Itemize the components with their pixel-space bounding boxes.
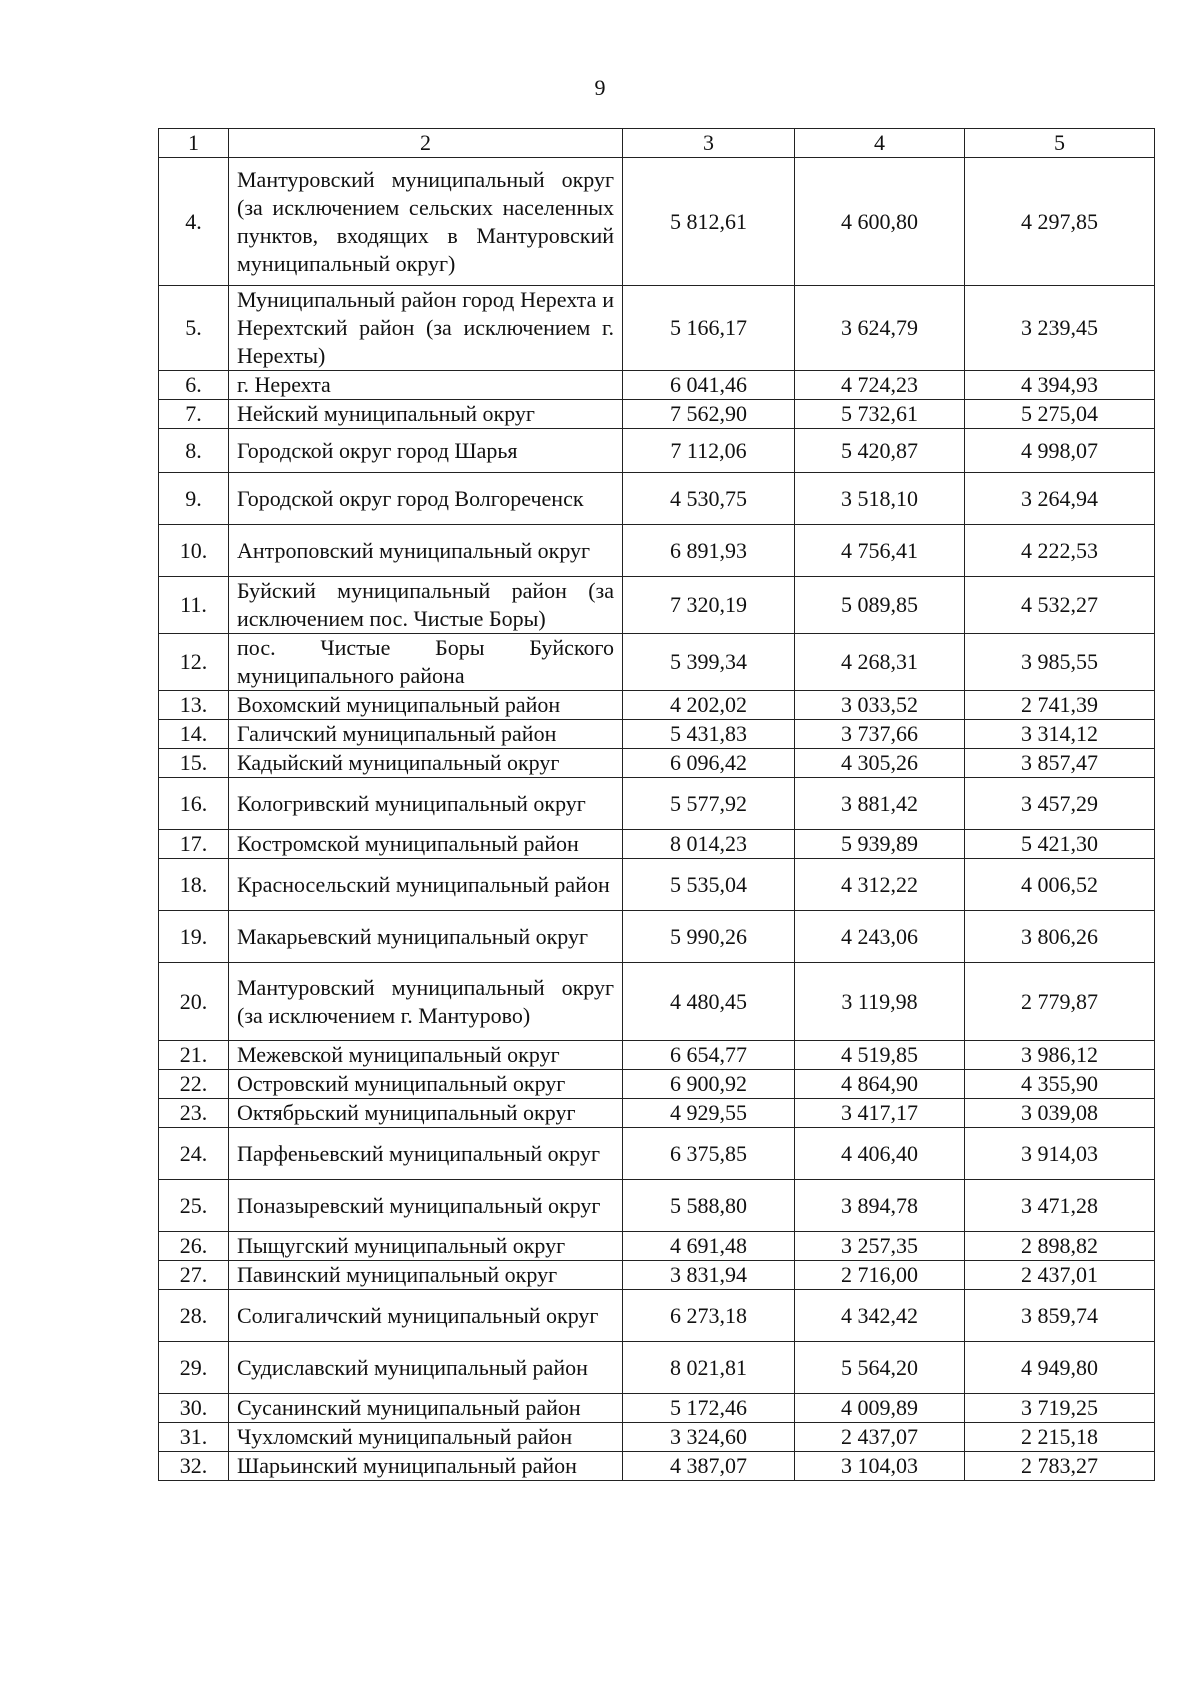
table-row (159, 778, 1155, 830)
row-value-col3: 6 273,18 (623, 1290, 795, 1342)
row-value-col4: 3 737,66 (795, 720, 965, 749)
row-value-col5: 3 471,28 (965, 1180, 1155, 1232)
table-row (159, 1180, 1155, 1232)
row-value-col5: 3 914,03 (965, 1128, 1155, 1180)
table-row (159, 691, 1155, 720)
row-value-col4: 3 417,17 (795, 1099, 965, 1128)
row-value-col5: 5 421,30 (965, 830, 1155, 859)
row-number: 17. (159, 830, 229, 859)
row-value-col3: 5 166,17 (623, 286, 795, 371)
row-value-col3: 5 812,61 (623, 158, 795, 286)
row-name: Макарьевский муниципальный округ (229, 911, 623, 963)
row-name: пос. Чистые Боры Буйского муниципального района (229, 634, 623, 691)
row-number: 16. (159, 778, 229, 830)
row-value-col3: 7 562,90 (623, 400, 795, 429)
row-name: Мантуровский муниципальный округ (за исключением г. Мантурово) (229, 963, 623, 1041)
row-number: 22. (159, 1070, 229, 1099)
row-value-col3: 3 324,60 (623, 1423, 795, 1452)
row-number: 25. (159, 1180, 229, 1232)
row-value-col3: 6 900,92 (623, 1070, 795, 1099)
row-value-col4: 2 437,07 (795, 1423, 965, 1452)
row-value-col3: 4 202,02 (623, 691, 795, 720)
row-name: Кологривский муниципальный округ (229, 778, 623, 830)
table-row (159, 830, 1155, 859)
row-number: 8. (159, 429, 229, 473)
row-name: Межевской муниципальный округ (229, 1041, 623, 1070)
row-value-col5: 4 532,27 (965, 577, 1155, 634)
row-value-col5: 3 806,26 (965, 911, 1155, 963)
row-name: Сусанинский муниципальный район (229, 1394, 623, 1423)
table-row (159, 1041, 1155, 1070)
row-value-col4: 5 564,20 (795, 1342, 965, 1394)
row-name: Красносельский муниципальный район (229, 859, 623, 911)
row-value-col3: 4 387,07 (623, 1452, 795, 1481)
data-table (158, 128, 1155, 1481)
row-name: Судиславский муниципальный район (229, 1342, 623, 1394)
row-value-col3: 6 375,85 (623, 1128, 795, 1180)
row-value-col5: 3 986,12 (965, 1041, 1155, 1070)
row-name: Мантуровский муниципальный округ (за исключением сельских населенных пунктов, входящих в Мантуровский муниципальный округ) (229, 158, 623, 286)
row-value-col5: 2 741,39 (965, 691, 1155, 720)
table-body (159, 158, 1155, 1481)
row-number: 32. (159, 1452, 229, 1481)
row-value-col4: 4 756,41 (795, 525, 965, 577)
row-value-col4: 3 518,10 (795, 473, 965, 525)
row-value-col4: 4 243,06 (795, 911, 965, 963)
row-value-col3: 6 096,42 (623, 749, 795, 778)
row-number: 29. (159, 1342, 229, 1394)
row-name: Поназыревский муниципальный округ (229, 1180, 623, 1232)
row-value-col5: 2 779,87 (965, 963, 1155, 1041)
row-value-col5: 4 222,53 (965, 525, 1155, 577)
row-number: 9. (159, 473, 229, 525)
row-value-col5: 3 985,55 (965, 634, 1155, 691)
row-value-col4: 3 104,03 (795, 1452, 965, 1481)
row-value-col3: 5 588,80 (623, 1180, 795, 1232)
header-cell-1: 1 (159, 129, 229, 158)
table-row (159, 1232, 1155, 1261)
row-value-col3: 6 041,46 (623, 371, 795, 400)
row-value-col5: 3 239,45 (965, 286, 1155, 371)
row-value-col4: 3 119,98 (795, 963, 965, 1041)
table-row (159, 749, 1155, 778)
header-cell-3: 3 (623, 129, 795, 158)
table-row (159, 400, 1155, 429)
row-value-col3: 7 320,19 (623, 577, 795, 634)
row-value-col3: 7 112,06 (623, 429, 795, 473)
table-row (159, 371, 1155, 400)
row-value-col4: 4 009,89 (795, 1394, 965, 1423)
header-cell-4: 4 (795, 129, 965, 158)
row-value-col4: 3 881,42 (795, 778, 965, 830)
row-name: Муниципальный район город Нерехта и Нерехтский район (за исключением г. Нерехты) (229, 286, 623, 371)
row-name: Костромской муниципальный район (229, 830, 623, 859)
row-value-col4: 3 033,52 (795, 691, 965, 720)
table-row (159, 577, 1155, 634)
row-value-col4: 5 732,61 (795, 400, 965, 429)
row-name: Октябрьский муниципальный округ (229, 1099, 623, 1128)
row-name: Нейский муниципальный округ (229, 400, 623, 429)
row-name: Парфеньевский муниципальный округ (229, 1128, 623, 1180)
row-number: 21. (159, 1041, 229, 1070)
row-number: 14. (159, 720, 229, 749)
table-row (159, 1290, 1155, 1342)
row-value-col4: 4 519,85 (795, 1041, 965, 1070)
row-number: 18. (159, 859, 229, 911)
row-value-col3: 6 891,93 (623, 525, 795, 577)
row-number: 13. (159, 691, 229, 720)
table-row (159, 473, 1155, 525)
row-value-col4: 5 089,85 (795, 577, 965, 634)
row-value-col5: 4 998,07 (965, 429, 1155, 473)
row-value-col4: 4 724,23 (795, 371, 965, 400)
row-value-col5: 5 275,04 (965, 400, 1155, 429)
row-name: Городской округ город Волгореченск (229, 473, 623, 525)
row-value-col5: 3 314,12 (965, 720, 1155, 749)
table-row (159, 963, 1155, 1041)
row-value-col4: 5 420,87 (795, 429, 965, 473)
table-row (159, 859, 1155, 911)
row-value-col5: 4 006,52 (965, 859, 1155, 911)
row-number: 6. (159, 371, 229, 400)
row-value-col3: 8 021,81 (623, 1342, 795, 1394)
row-name: Городской округ город Шарья (229, 429, 623, 473)
table-row (159, 1128, 1155, 1180)
row-name: Вохомский муниципальный район (229, 691, 623, 720)
row-name: Пыщугский муниципальный округ (229, 1232, 623, 1261)
page-number: 9 (594, 75, 606, 100)
row-value-col4: 4 342,42 (795, 1290, 965, 1342)
row-value-col5: 3 264,94 (965, 473, 1155, 525)
row-number: 7. (159, 400, 229, 429)
row-value-col3: 5 431,83 (623, 720, 795, 749)
table-row (159, 525, 1155, 577)
table-row (159, 1394, 1155, 1423)
row-value-col4: 4 406,40 (795, 1128, 965, 1180)
table-row (159, 1423, 1155, 1452)
row-value-col4: 3 624,79 (795, 286, 965, 371)
row-value-col5: 3 859,74 (965, 1290, 1155, 1342)
row-name: г. Нерехта (229, 371, 623, 400)
header-cell-5: 5 (965, 129, 1155, 158)
row-value-col5: 4 297,85 (965, 158, 1155, 286)
row-number: 19. (159, 911, 229, 963)
table-row (159, 1342, 1155, 1394)
row-number: 23. (159, 1099, 229, 1128)
row-value-col5: 3 039,08 (965, 1099, 1155, 1128)
row-name: Чухломский муниципальный район (229, 1423, 623, 1452)
table-row (159, 1452, 1155, 1481)
row-number: 11. (159, 577, 229, 634)
row-value-col4: 4 268,31 (795, 634, 965, 691)
row-name: Буйский муниципальный район (за исключением пос. Чистые Боры) (229, 577, 623, 634)
row-number: 26. (159, 1232, 229, 1261)
table-row (159, 429, 1155, 473)
row-value-col3: 4 530,75 (623, 473, 795, 525)
row-name: Галичский муниципальный район (229, 720, 623, 749)
row-name: Павинский муниципальный округ (229, 1261, 623, 1290)
row-value-col5: 4 394,93 (965, 371, 1155, 400)
header-row (159, 129, 1155, 158)
table-row (159, 1070, 1155, 1099)
row-name: Шарьинский муниципальный район (229, 1452, 623, 1481)
table-row (159, 911, 1155, 963)
row-value-col3: 6 654,77 (623, 1041, 795, 1070)
row-number: 12. (159, 634, 229, 691)
table-row (159, 1261, 1155, 1290)
row-value-col4: 2 716,00 (795, 1261, 965, 1290)
row-number: 28. (159, 1290, 229, 1342)
row-value-col5: 3 857,47 (965, 749, 1155, 778)
row-value-col4: 4 864,90 (795, 1070, 965, 1099)
row-value-col5: 3 719,25 (965, 1394, 1155, 1423)
row-name: Антроповский муниципальный округ (229, 525, 623, 577)
row-name: Кадыйский муниципальный округ (229, 749, 623, 778)
header-cell-2: 2 (229, 129, 623, 158)
row-value-col3: 3 831,94 (623, 1261, 795, 1290)
row-value-col3: 5 399,34 (623, 634, 795, 691)
row-value-col5: 2 898,82 (965, 1232, 1155, 1261)
row-value-col5: 3 457,29 (965, 778, 1155, 830)
row-value-col3: 4 480,45 (623, 963, 795, 1041)
row-number: 10. (159, 525, 229, 577)
row-value-col3: 4 929,55 (623, 1099, 795, 1128)
row-value-col5: 2 783,27 (965, 1452, 1155, 1481)
table-row (159, 634, 1155, 691)
row-value-col5: 2 437,01 (965, 1261, 1155, 1290)
row-value-col5: 4 355,90 (965, 1070, 1155, 1099)
table-header (159, 129, 1155, 158)
row-value-col3: 5 990,26 (623, 911, 795, 963)
row-value-col4: 5 939,89 (795, 830, 965, 859)
row-number: 4. (159, 158, 229, 286)
row-value-col3: 4 691,48 (623, 1232, 795, 1261)
table-row (159, 286, 1155, 371)
row-value-col4: 3 894,78 (795, 1180, 965, 1232)
row-number: 5. (159, 286, 229, 371)
table-row (159, 720, 1155, 749)
row-name: Островский муниципальный округ (229, 1070, 623, 1099)
row-value-col4: 4 312,22 (795, 859, 965, 911)
row-number: 30. (159, 1394, 229, 1423)
row-value-col3: 5 535,04 (623, 859, 795, 911)
row-number: 27. (159, 1261, 229, 1290)
row-value-col4: 4 600,80 (795, 158, 965, 286)
table-row (159, 158, 1155, 286)
row-value-col3: 5 172,46 (623, 1394, 795, 1423)
row-number: 31. (159, 1423, 229, 1452)
row-value-col5: 2 215,18 (965, 1423, 1155, 1452)
row-number: 15. (159, 749, 229, 778)
row-number: 24. (159, 1128, 229, 1180)
row-name: Солигаличский муниципальный округ (229, 1290, 623, 1342)
row-value-col3: 5 577,92 (623, 778, 795, 830)
row-value-col4: 3 257,35 (795, 1232, 965, 1261)
row-number: 20. (159, 963, 229, 1041)
table-row (159, 1099, 1155, 1128)
row-value-col5: 4 949,80 (965, 1342, 1155, 1394)
row-value-col4: 4 305,26 (795, 749, 965, 778)
row-value-col3: 8 014,23 (623, 830, 795, 859)
